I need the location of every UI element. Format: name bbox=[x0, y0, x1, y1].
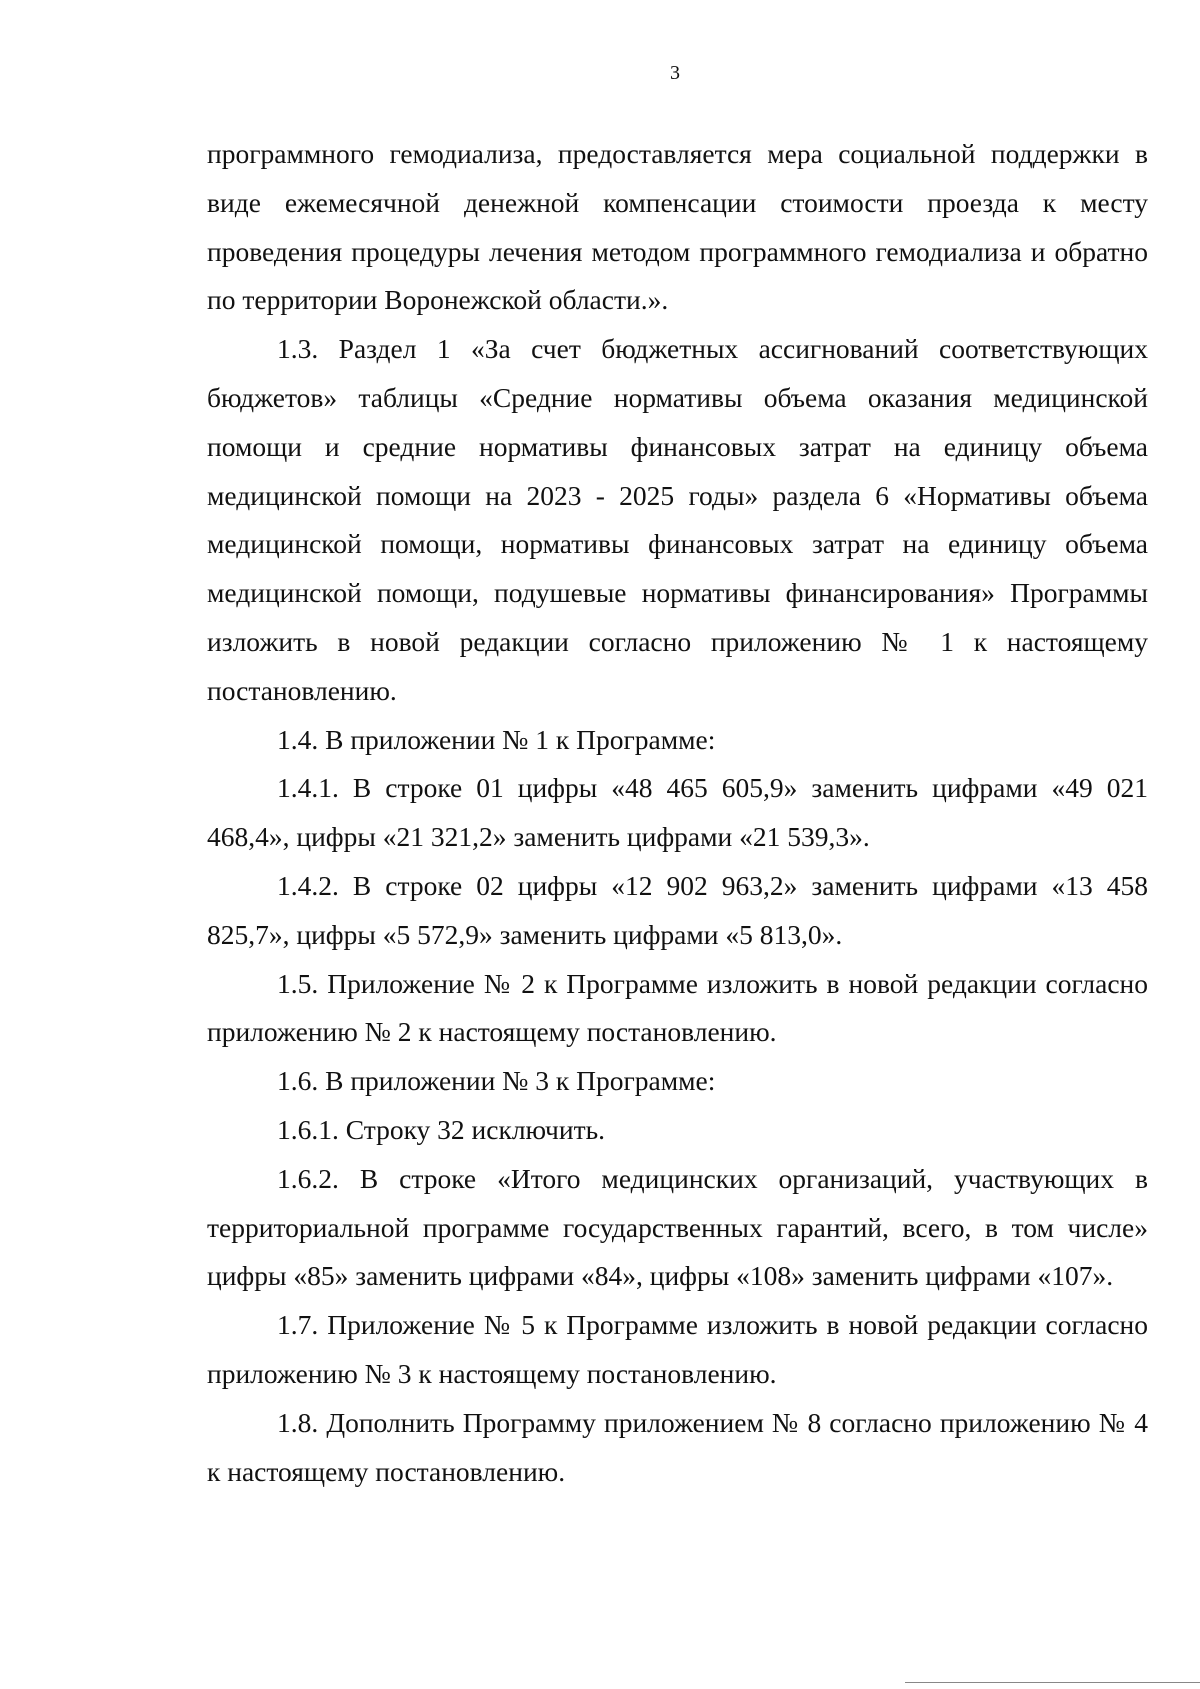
paragraph-1-4-1: 1.4.1. В строке 01 цифры «48 465 605,9» заменить цифрами «49 021 468,4», цифры «21 321,2» заменить цифрами «21 539,3». bbox=[207, 772, 1148, 853]
page-number: 3 bbox=[670, 62, 680, 84]
paragraph-1-8: 1.8. Дополнить Программу приложением № 8 согласно приложению № 4 к настоящему постановлению. bbox=[207, 1406, 1148, 1487]
paragraph-continuation: программного гемодиализа, предоставляется мера социальной поддержки в виде ежемесячной денежной компенсации стоимости проезда к месту проведения процедуры лечения методом программного гемодиализа и обратно по территории Воронежской области.». bbox=[207, 138, 1148, 316]
paragraph-1-6-2: 1.6.2. В строке «Итого медицинских организаций, участвующих в территориальной программе государственных гарантий, всего, в том числе» цифры «85» заменить цифрами «84», цифры «108» заменить цифрами «107». bbox=[207, 1162, 1148, 1292]
paragraph-1-7: 1.7. Приложение № 5 к Программе изложить в новой редакции согласно приложению № 3 к настоящему постановлению. bbox=[207, 1309, 1148, 1389]
paragraph-1-5: 1.5. Приложение № 2 к Программе изложить в новой редакции согласно приложению № 2 к настоящему постановлению. bbox=[207, 967, 1148, 1048]
paragraph-1-3: 1.3. Раздел 1 «За счет бюджетных ассигнований соответствующих бюджетов» таблицы «Средние нормативы объема оказания медицинской помощи и средние нормативы финансовых затрат на единицу объема медицинской помощи на 2023 - 2025 годы» раздела 6 «Нормативы объема медицинской помощи, нормативы финансовых затрат на единицу объема медицинской помощи, подушевые нормативы финансирования» Программы изложить в новой редакции согласно приложению № 1 к настоящему постановлению. bbox=[207, 333, 1148, 706]
paragraph-1-6: 1.6. В приложении № 3 к Программе: bbox=[277, 1065, 716, 1097]
footer-divider bbox=[905, 1682, 1200, 1683]
paragraph-1-6-1: 1.6.1. Строку 32 исключить. bbox=[277, 1113, 606, 1145]
paragraph-1-4-2: 1.4.2. В строке 02 цифры «12 902 963,2» заменить цифрами «13 458 825,7», цифры «5 572,9» заменить цифрами «5 813,0». bbox=[207, 869, 1148, 950]
paragraph-1-4: 1.4. В приложении № 1 к Программе: bbox=[277, 723, 716, 755]
document-body bbox=[207, 130, 1148, 1496]
